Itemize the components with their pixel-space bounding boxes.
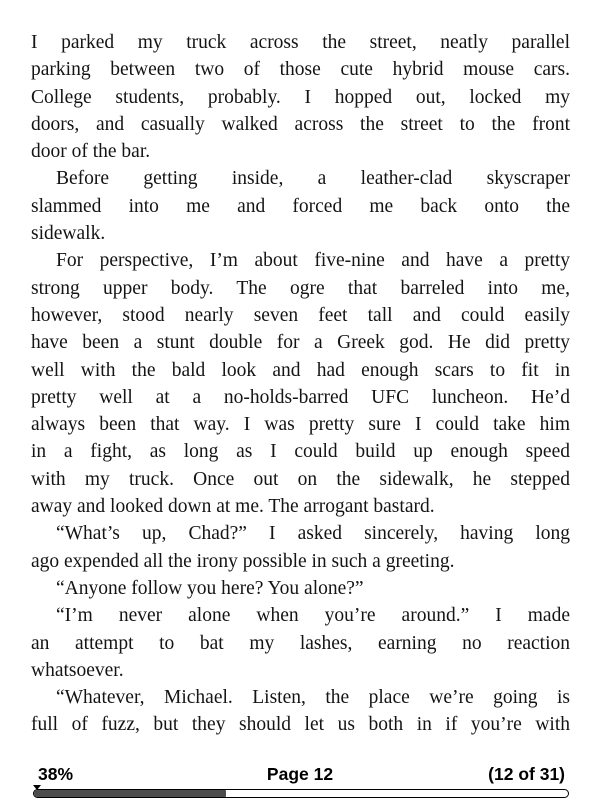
page-number-label: Page 12 [266, 764, 334, 784]
progress-bar-fill [34, 790, 226, 797]
text-line: parking between two of those cute hybrid mouse cars. [31, 59, 570, 81]
text-line: pretty well at a no-holds-barred UFC luncheon. He’d [31, 386, 570, 408]
text-line: full of fuzz, but they should let us both in if you’re with [31, 714, 570, 736]
text-line: For perspective, I’m about five-nine and have a pretty [56, 250, 570, 272]
progress-percent-label: 38% [38, 764, 74, 784]
text-line: sidewalk. [31, 223, 106, 245]
reading-area[interactable] [31, 29, 570, 739]
text-line: whatsoever. [31, 659, 124, 681]
text-line: College students, probably. I hopped out, locked my [31, 86, 570, 108]
progress-bar[interactable] [33, 789, 569, 798]
text-line: “Whatever, Michael. Listen, the place we’re going is [56, 687, 570, 709]
text-line: however, stood nearly seven feet tall and could easily [31, 304, 570, 326]
text-line: Before getting inside, a leather-clad skyscraper [56, 168, 570, 190]
text-line: door of the bar. [31, 141, 151, 163]
text-line: always been that way. I was pretty sure I could take him [31, 414, 570, 436]
text-line: “What’s up, Chad?” I asked sincerely, having long [56, 523, 570, 545]
text-line: with my truck. Once out on the sidewalk, he stepped [31, 468, 570, 490]
text-line: well with the bald look and had enough scars to fit in [31, 359, 570, 381]
text-line: ago expended all the irony possible in such a greeting. [31, 550, 455, 572]
text-line: “Anyone follow you here? You alone?” [56, 577, 364, 599]
text-line: slammed into me and forced me back onto the [31, 195, 570, 217]
text-line: in a fight, as long as I could build up enough speed [31, 441, 570, 463]
text-line: “I’m never alone when you’re around.” I made [56, 605, 570, 627]
text-line: have been a stunt double for a Greek god. He did pretty [31, 332, 570, 354]
text-line: I parked my truck across the street, neatly parallel [31, 32, 570, 53]
text-line: strong upper body. The ogre that barreled into me, [31, 277, 570, 299]
page-position-label: (12 of 31) [488, 764, 565, 784]
reader-footer [0, 762, 600, 800]
text-line: doors, and casually walked across the street to the front [31, 113, 570, 135]
text-line: an attempt to bat my lashes, earning no reaction [31, 632, 570, 654]
text-line: away and looked down at me. The arrogant bastard. [31, 496, 435, 518]
